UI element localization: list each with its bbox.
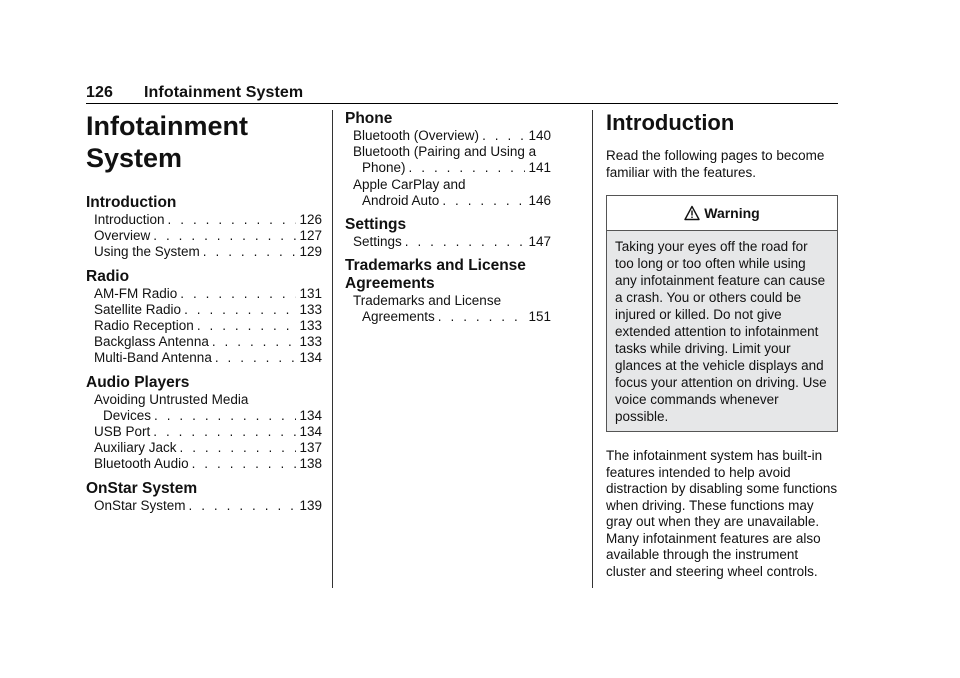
toc-entry[interactable]: USB Port . . . 134 — [94, 424, 322, 440]
warning-text: Taking your eyes off the road for too long or too often while using any infotainment feature can cause a crash. You or others could be injured or killed. Do not give extended attention to infotainment tasks while driving. Limit your glances at the vehicle displays and focus your attention on driving. Use voice commands whenever possible. — [615, 239, 827, 424]
toc-entry[interactable]: Satellite Radio . . . 133 — [94, 302, 322, 318]
toc-entry[interactable]: Bluetooth Audio . . . 138 — [94, 456, 322, 472]
toc-entry[interactable]: Radio Reception . . . 133 — [94, 318, 322, 334]
toc-section-heading: Trademarks and License Agreements — [345, 257, 526, 293]
toc-list — [345, 128, 551, 209]
toc-section-heading: Settings — [345, 216, 407, 234]
main-title: Infotainment System — [86, 111, 248, 173]
exclamation-triangle-icon — [684, 205, 700, 221]
intro-lead: Read the following pages to become familiar with the features. — [606, 148, 825, 180]
toc-section-heading: Audio Players — [86, 373, 190, 391]
toc-entry[interactable]: Avoiding Untrusted Media Devices . . . 134 — [94, 392, 322, 424]
toc-entry[interactable]: AM-FM Radio . . . 131 — [94, 286, 322, 302]
column-divider — [332, 110, 333, 588]
toc-entry[interactable]: Introduction . . . 126 — [94, 212, 322, 228]
toc-entry[interactable]: Bluetooth (Overview) . . . 140 — [353, 128, 551, 144]
column-divider — [592, 110, 593, 588]
toc-entry[interactable]: Settings . . . 147 — [353, 234, 551, 250]
page-number: 126 — [86, 84, 113, 101]
toc-column-right — [345, 110, 551, 326]
toc-list — [86, 498, 322, 514]
toc-entry[interactable]: Apple CarPlay and Android Auto . . . 146 — [353, 177, 551, 209]
toc-section-heading: Phone — [345, 110, 393, 127]
toc-entry[interactable]: Backglass Antenna . . . 133 — [94, 334, 322, 350]
toc-section-heading: OnStar System — [86, 479, 198, 497]
toc-entry[interactable]: OnStar System . . . 139 — [94, 498, 322, 514]
toc-list — [345, 234, 551, 250]
toc-list — [86, 212, 322, 261]
toc-list — [86, 392, 322, 473]
header-rule — [86, 103, 838, 104]
warning-header — [607, 196, 837, 231]
toc-list — [86, 286, 322, 367]
toc-entry[interactable]: Overview . . . 127 — [94, 228, 322, 244]
toc-list — [345, 293, 551, 325]
intro-body: The infotainment system has built-in features intended to help avoid distraction by disabling some functions when driving. These functions may gray out when they are unavailable. Many infotainment features are also available through the instrument cluster and steering wheel controls. — [606, 448, 838, 579]
warning-box — [606, 195, 838, 432]
toc-entry[interactable]: Using the System . . . 129 — [94, 244, 322, 260]
page-header — [86, 84, 303, 102]
toc-entry[interactable]: Trademarks and License Agreements . . . 151 — [353, 293, 551, 325]
toc-section-heading: Introduction — [86, 194, 177, 211]
warning-label: Warning — [704, 205, 760, 221]
intro-column — [606, 110, 838, 580]
intro-title: Introduction — [606, 110, 735, 135]
toc-entry[interactable]: Multi-Band Antenna . . . 134 — [94, 350, 322, 366]
toc-column-left — [86, 110, 322, 514]
toc-section-heading: Radio — [86, 267, 130, 285]
toc-entry[interactable]: Auxiliary Jack . . . 137 — [94, 440, 322, 456]
header-title: Infotainment System — [144, 84, 304, 101]
toc-entry[interactable]: Bluetooth (Pairing and Using a Phone) . . . 141 — [353, 144, 551, 176]
